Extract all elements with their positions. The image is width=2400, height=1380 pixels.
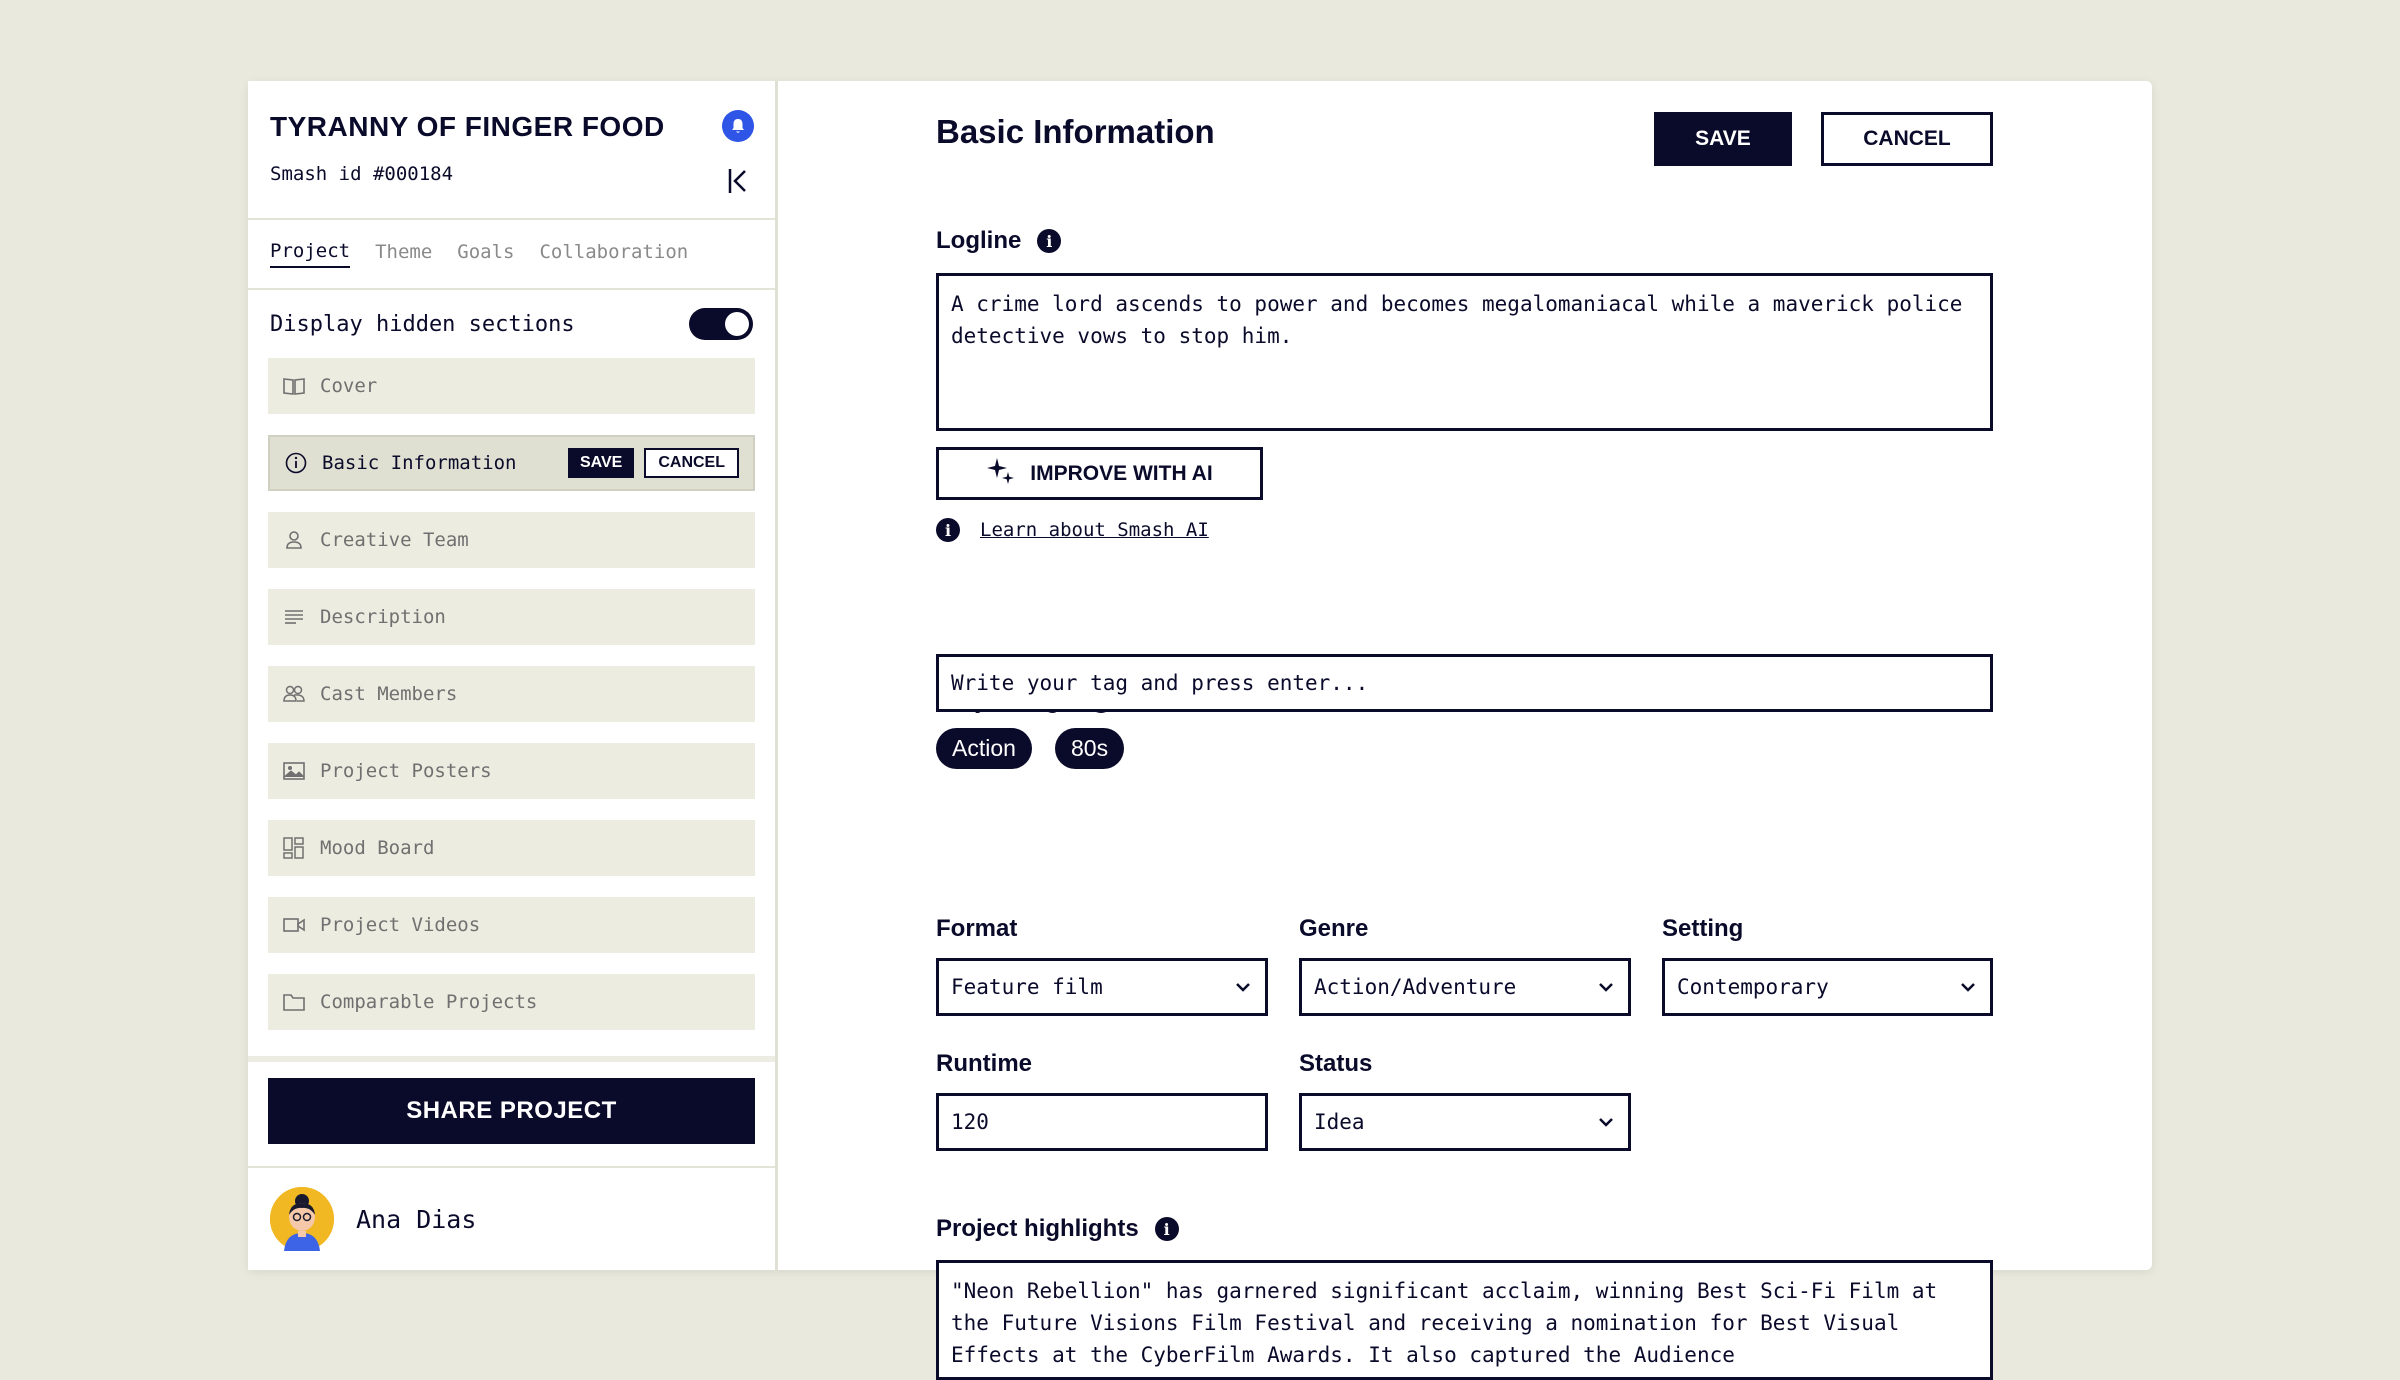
sparkle-icon xyxy=(986,456,1016,492)
project-title: TYRANNY OF FINGER FOOD xyxy=(270,111,665,142)
format-value: Feature film xyxy=(951,975,1103,999)
project-header xyxy=(248,81,775,220)
sidebar xyxy=(248,81,778,1270)
logline-textarea[interactable]: A crime lord ascends to power and becomes megalomaniacal while a maverick police detective vows to stop him. xyxy=(936,273,1993,431)
setting-label: Setting xyxy=(1662,915,1744,942)
folder-icon xyxy=(282,990,306,1014)
improve-with-ai-button[interactable] xyxy=(936,447,1263,500)
section-save-button[interactable]: SAVE xyxy=(568,448,634,478)
layout-icon xyxy=(282,836,306,860)
user-icon xyxy=(282,528,306,552)
status-value: Idea xyxy=(1314,1110,1365,1134)
section-label: Mood Board xyxy=(320,837,435,859)
chevron-down-icon xyxy=(1596,977,1616,997)
image-icon xyxy=(282,759,306,783)
user-profile[interactable] xyxy=(248,1166,775,1270)
page-title: Basic Information xyxy=(936,113,1215,150)
tag-chip[interactable]: 80s xyxy=(1055,728,1124,769)
section-label: Basic Information xyxy=(322,452,517,474)
tags-input[interactable]: Write your tag and press enter... xyxy=(936,654,1993,712)
cancel-button[interactable]: CANCEL xyxy=(1821,112,1993,166)
section-comparable-projects[interactable] xyxy=(268,974,755,1030)
logline-label-row xyxy=(936,227,1061,255)
format-label: Format xyxy=(936,915,1018,942)
tab-project[interactable]: Project xyxy=(270,240,350,268)
tab-goals[interactable]: Goals xyxy=(457,241,515,263)
section-cover[interactable] xyxy=(268,358,755,414)
save-button[interactable]: SAVE xyxy=(1654,112,1792,166)
notification-bell-icon[interactable] xyxy=(722,110,754,142)
learn-about-ai-row xyxy=(936,518,1209,542)
status-select[interactable] xyxy=(1299,1093,1631,1151)
section-label: Creative Team xyxy=(320,529,469,551)
chevron-down-icon xyxy=(1596,1112,1616,1132)
setting-select[interactable] xyxy=(1662,958,1993,1016)
section-description[interactable] xyxy=(268,589,755,645)
runtime-label: Runtime xyxy=(936,1050,1032,1077)
users-icon xyxy=(282,682,306,706)
section-label: Cover xyxy=(320,375,378,397)
info-icon xyxy=(284,451,308,475)
collapse-sidebar-icon[interactable] xyxy=(727,167,751,195)
setting-value: Contemporary xyxy=(1677,975,1829,999)
share-project-button[interactable]: SHARE PROJECT xyxy=(268,1078,755,1144)
avatar xyxy=(270,1187,334,1251)
chevron-down-icon xyxy=(1233,977,1253,997)
highlights-label-row xyxy=(936,1215,1179,1243)
genre-label: Genre xyxy=(1299,915,1369,942)
display-hidden-toggle[interactable] xyxy=(689,308,753,340)
improve-with-ai-label: IMPROVE WITH AI xyxy=(1030,461,1213,485)
learn-about-ai-link[interactable]: Learn about Smash AI xyxy=(980,519,1209,541)
smash-id: Smash id #000184 xyxy=(270,163,454,185)
section-label: Comparable Projects xyxy=(320,991,538,1013)
section-label: Cast Members xyxy=(320,683,458,705)
section-basic-information[interactable] xyxy=(268,435,755,491)
main-content xyxy=(778,81,2152,1367)
display-hidden-row xyxy=(248,290,775,358)
info-icon[interactable]: i xyxy=(1155,1217,1179,1241)
section-project-posters[interactable] xyxy=(268,743,755,799)
chevron-down-icon xyxy=(1958,977,1978,997)
video-icon xyxy=(282,913,306,937)
sidebar-tabs xyxy=(248,220,775,290)
app-window xyxy=(248,81,2152,1367)
info-icon: i xyxy=(936,518,960,542)
section-label: Project Videos xyxy=(320,914,481,936)
logline-label: Logline xyxy=(936,227,1022,254)
tab-collaboration[interactable]: Collaboration xyxy=(539,241,689,263)
info-icon[interactable]: i xyxy=(1037,229,1061,253)
section-cast-members[interactable] xyxy=(268,666,755,722)
sidebar-footer xyxy=(248,1056,775,1270)
genre-select[interactable] xyxy=(1299,958,1631,1016)
runtime-input[interactable]: 120 xyxy=(936,1093,1268,1151)
section-label: Description xyxy=(320,606,446,628)
display-hidden-label: Display hidden sections xyxy=(270,311,575,337)
section-creative-team[interactable] xyxy=(268,512,755,568)
highlights-label: Project highlights xyxy=(936,1215,1139,1242)
section-mood-board[interactable] xyxy=(268,820,755,876)
user-name: Ana Dias xyxy=(356,1204,477,1234)
section-actions xyxy=(568,448,739,478)
genre-value: Action/Adventure xyxy=(1314,975,1517,999)
status-label: Status xyxy=(1299,1050,1373,1077)
book-open-icon xyxy=(282,374,306,398)
format-select[interactable] xyxy=(936,958,1268,1016)
section-project-videos[interactable] xyxy=(268,897,755,953)
tag-chip[interactable]: Action xyxy=(936,728,1032,769)
section-cancel-button[interactable]: CANCEL xyxy=(644,448,739,478)
section-label: Project Posters xyxy=(320,760,492,782)
tab-theme[interactable]: Theme xyxy=(375,241,433,263)
highlights-textarea[interactable]: "Neon Rebellion" has garnered significant acclaim, winning Best Sci-Fi Film at the Future Visions Film Festival and receiving a nomination for Best Visual Effects at the CyberFilm Awards. It also captured the Audience xyxy=(936,1260,1993,1380)
text-lines-icon xyxy=(282,605,306,629)
section-list xyxy=(248,358,775,1030)
